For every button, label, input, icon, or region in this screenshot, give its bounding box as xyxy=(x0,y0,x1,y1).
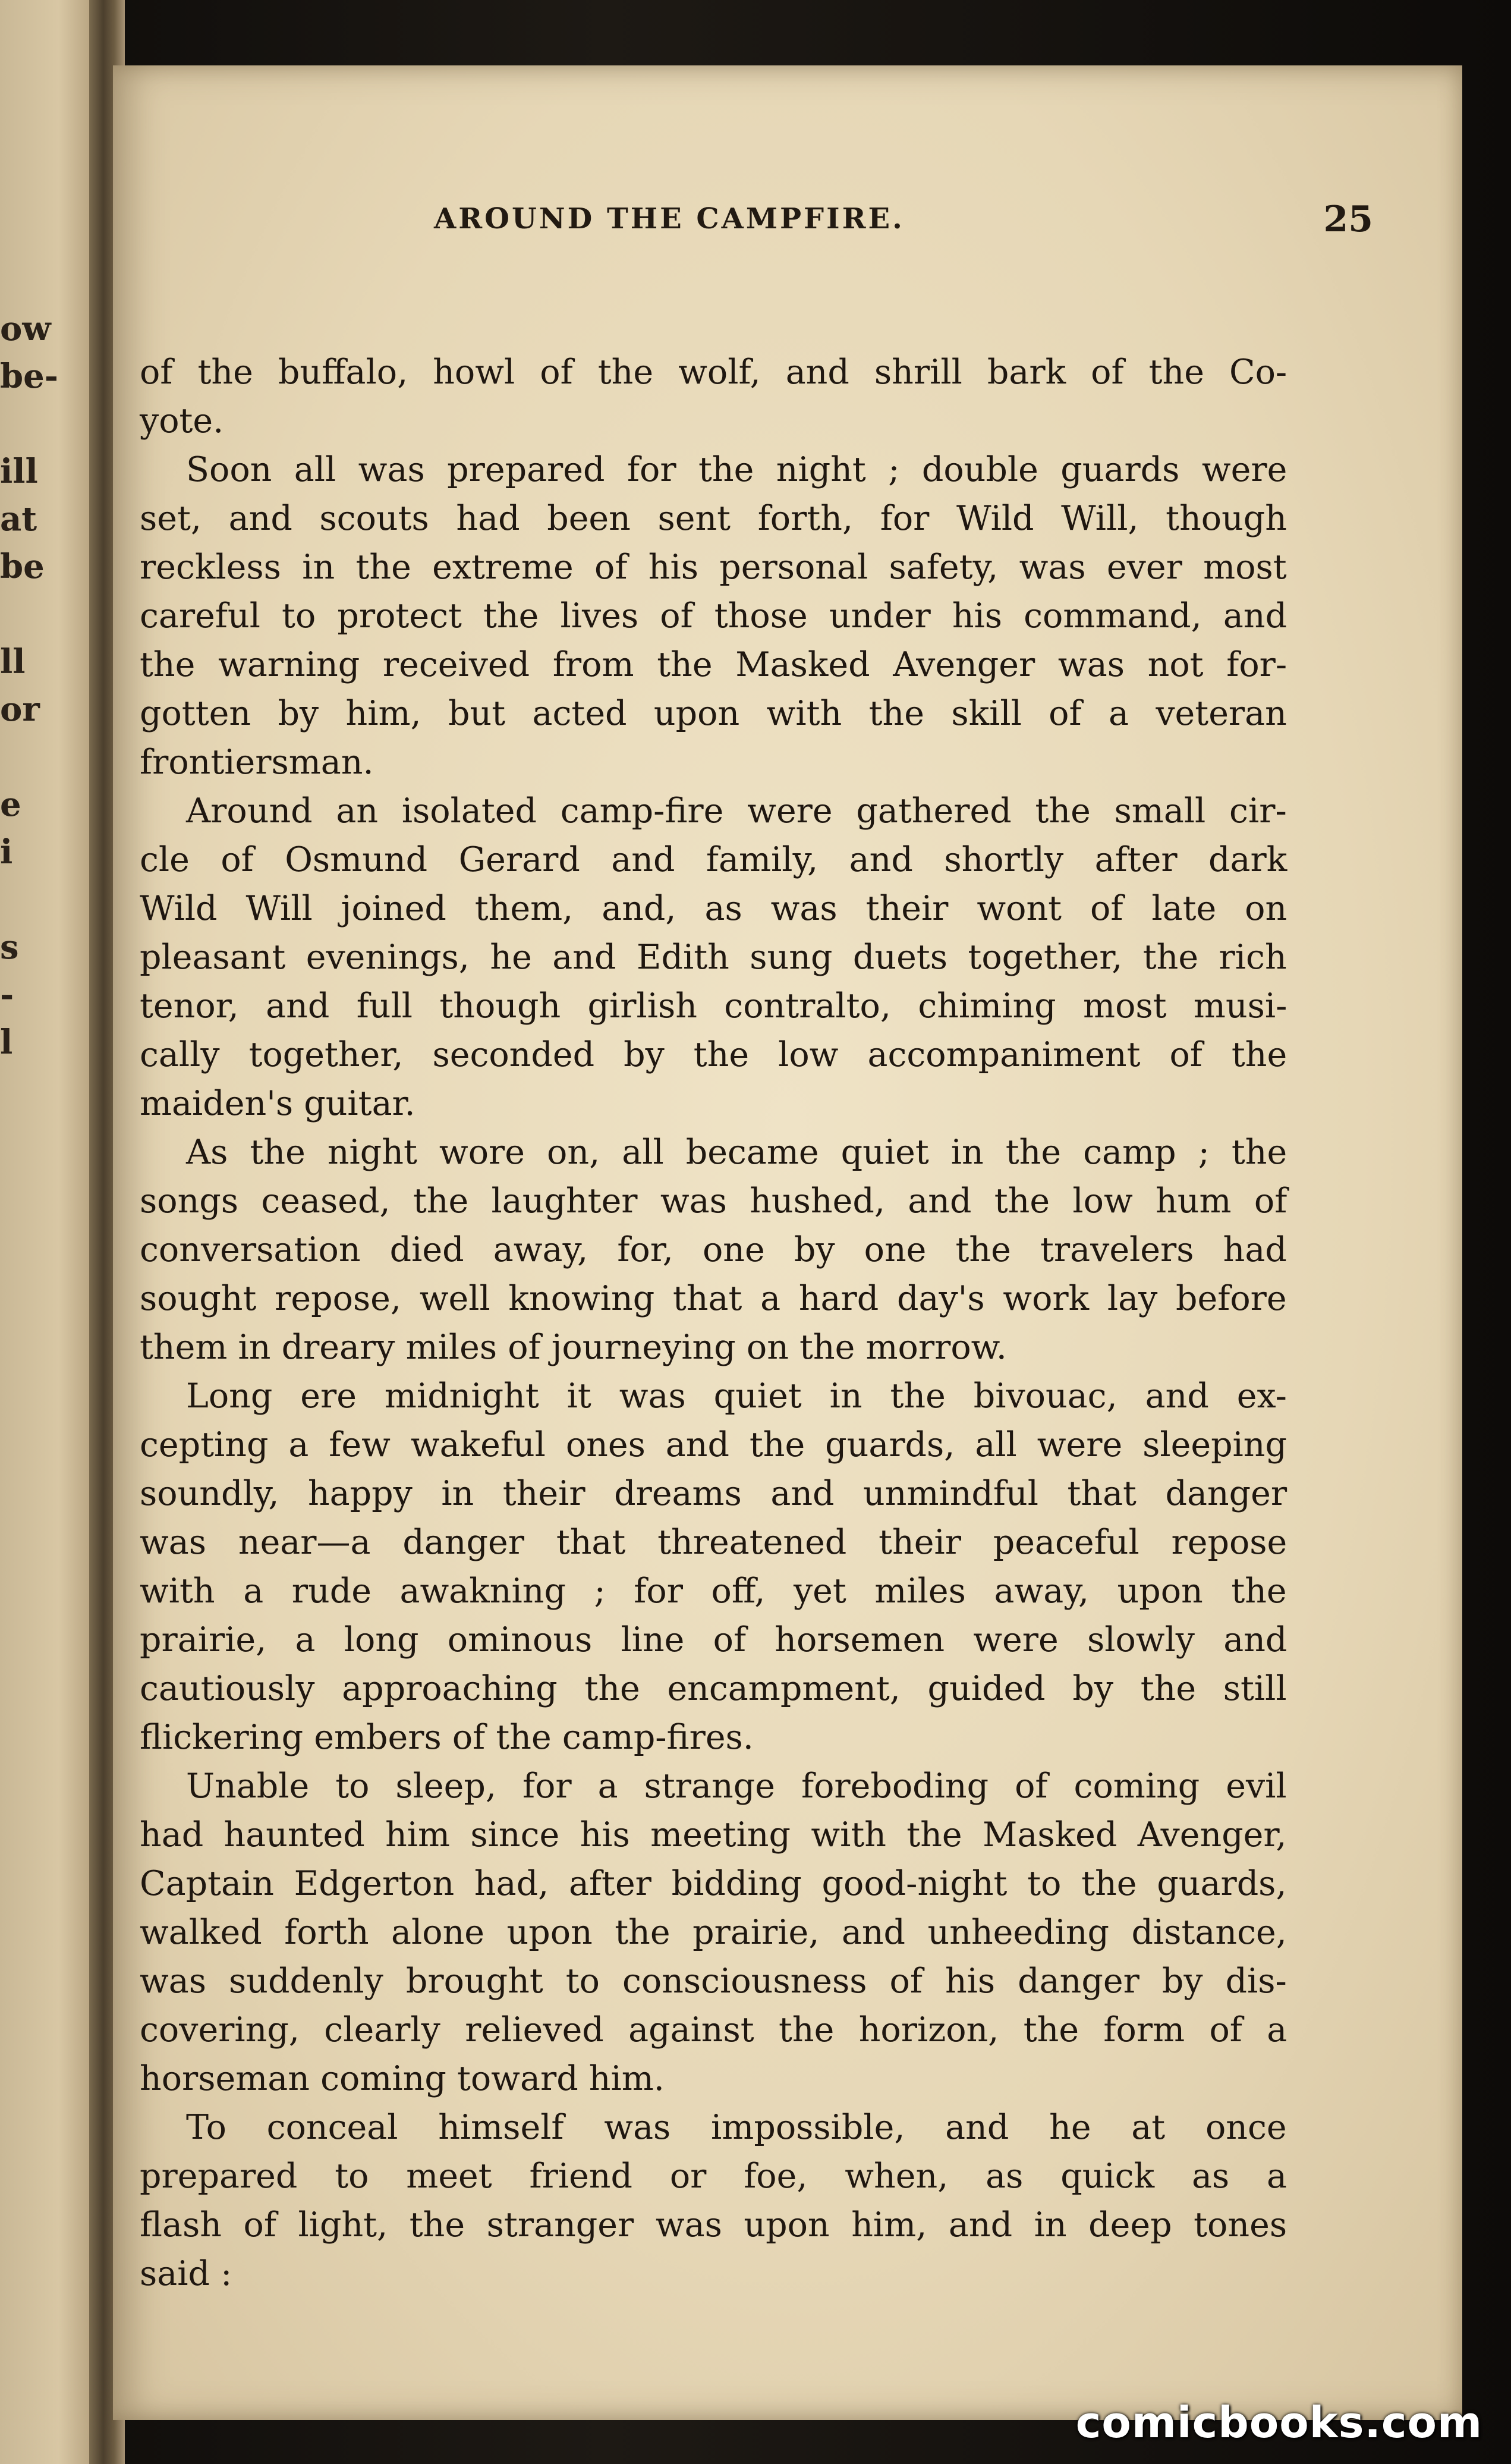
text-line: To conceal himself was impossible, and he at once xyxy=(186,2108,1287,2147)
text-line: prepared to meet friend or foe, when, as quick as a xyxy=(140,2157,1287,2196)
text-line: said : xyxy=(140,2254,232,2293)
text-line: frontiersman. xyxy=(140,743,374,782)
text-line: walked forth alone upon the prairie, and unheeding distance, xyxy=(140,1913,1287,1952)
left-fragment: be- xyxy=(0,357,59,396)
page-number: 25 xyxy=(1323,199,1373,240)
text-line: sought repose, well knowing that a hard day's work lay before xyxy=(140,1279,1287,1318)
text-line: the warning received from the Masked Avenger was not for- xyxy=(140,645,1288,684)
watermark-logo: comicbooks.com xyxy=(1075,2397,1482,2447)
text-line: pleasant evenings, he and Edith sung duets together, the rich xyxy=(140,938,1287,977)
text-line: maiden's guitar. xyxy=(140,1084,415,1123)
text-line: was suddenly brought to consciousness of his danger by dis- xyxy=(140,1962,1287,2001)
text-line: songs ceased, the laughter was hushed, and the low hum of xyxy=(140,1181,1288,1221)
text-line: them in dreary miles of journeying on the morrow. xyxy=(140,1328,1007,1367)
left-fragment: - xyxy=(0,975,14,1014)
text-line: horseman coming toward him. xyxy=(140,2059,665,2098)
text-line: cle of Osmund Gerard and family, and shortly after dark xyxy=(140,840,1288,879)
text-line: careful to protect the lives of those under his command, and xyxy=(140,596,1288,636)
running-head xyxy=(113,199,1462,250)
text-line: reckless in the extreme of his personal safety, was ever most xyxy=(140,548,1287,587)
text-line: conversation died away, for, one by one the travelers had xyxy=(140,1230,1287,1269)
text-line: yote. xyxy=(140,401,224,441)
text-line: As the night wore on, all became quiet in the camp ; the xyxy=(186,1133,1288,1172)
left-fragment: s xyxy=(0,928,19,967)
left-fragment: ll xyxy=(0,642,26,681)
left-fragment: ill xyxy=(0,452,38,491)
left-fragment: or xyxy=(0,690,40,729)
text-line: Long ere midnight it was quiet in the bivouac, and ex- xyxy=(186,1376,1287,1416)
left-fragment: e xyxy=(0,785,21,824)
text-line: Captain Edgerton had, after bidding good-night to the guards, xyxy=(140,1864,1287,1903)
text-line: gotten by him, but acted upon with the skill of a veteran xyxy=(140,694,1287,733)
text-line: Soon all was prepared for the night ; double guards were xyxy=(186,450,1288,489)
text-line: Wild Will joined them, and, as was their wont of late on xyxy=(140,889,1288,928)
text-line: with a rude awakning ; for off, yet miles away, upon the xyxy=(140,1572,1287,1611)
text-line: Unable to sleep, for a strange foreboding of coming evil xyxy=(186,1767,1287,1806)
book-page xyxy=(113,65,1462,2420)
text-line: tenor, and full though girlish contralto, chiming most musi- xyxy=(140,986,1288,1026)
left-fragment: ow xyxy=(0,309,51,348)
text-line: Around an isolated camp-fire were gathered the small cir- xyxy=(186,791,1287,831)
text-line: was near—a danger that threatened their peaceful repose xyxy=(140,1523,1288,1562)
text-line: set, and scouts had been sent forth, for Wild Will, though xyxy=(140,499,1288,538)
running-head-title: AROUND THE CAMPFIRE. xyxy=(434,202,905,235)
text-line: prairie, a long ominous line of horsemen were slowly and xyxy=(140,1620,1288,1660)
text-line: flickering embers of the camp-fires. xyxy=(140,1718,754,1757)
text-line: cally together, seconded by the low accompaniment of the xyxy=(140,1035,1288,1074)
left-fragment: at xyxy=(0,499,37,539)
left-fragment: i xyxy=(0,832,13,872)
text-line: of the buffalo, howl of the wolf, and shrill bark of the Co- xyxy=(140,353,1288,392)
text-line: cepting a few wakeful ones and the guards, all were sleeping xyxy=(140,1425,1287,1464)
left-fragment: be xyxy=(0,547,45,586)
text-line: had haunted him since his meeting with the Masked Avenger, xyxy=(140,1815,1287,1855)
text-line: cautiously approaching the encampment, guided by the still xyxy=(140,1669,1287,1708)
left-fragment: l xyxy=(0,1023,13,1062)
text-line: soundly, happy in their dreams and unmindful that danger xyxy=(140,1474,1288,1513)
text-line: covering, clearly relieved against the horizon, the form of a xyxy=(140,2010,1288,2050)
text-line: flash of light, the stranger was upon him, and in deep tones xyxy=(140,2205,1288,2245)
